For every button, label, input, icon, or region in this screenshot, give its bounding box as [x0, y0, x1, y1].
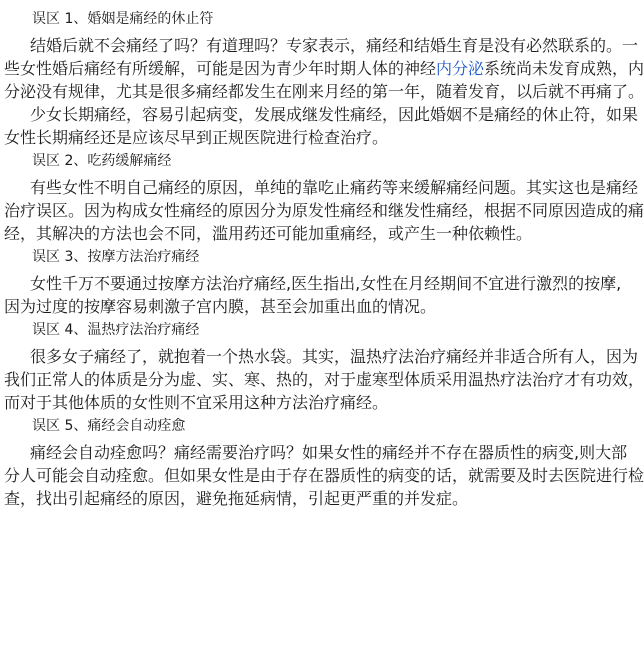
section-heading: 误区 5、痛经会自动痊愈 — [32, 418, 186, 434]
paragraph — [4, 175, 644, 244]
text-line: 分人可能会自动痊愈。但如果女性是由于存在器质性的病变的话，就需要及时去医院进行检 — [4, 466, 644, 485]
text-line — [4, 56, 644, 79]
link-endocrine[interactable]: 内分泌 — [436, 59, 485, 78]
text-segment: 系统尚未发育成熟，内 — [484, 59, 644, 78]
section-1 — [4, 6, 644, 148]
text-line: 有些女性不明自己痛经的原因，单纯的靠吃止痛药等来缓解痛经问题。其实这也是痛经 — [30, 178, 639, 197]
paragraph — [4, 271, 622, 317]
text-line: 我们正常人的体质是分为虚、实、寒、热的，对于虚寒型体质采用温热疗法治疗才有功效， — [4, 370, 644, 389]
text-line: 而对于其他体质的女性则不宜采用这种方法治疗痛经。 — [4, 393, 389, 412]
text-line: 少女长期痛经，容易引起病变，发展成继发性痛经，因此婚姻不是痛经的休止符，如果 — [30, 105, 639, 124]
text-line: 很多女子痛经了，就抱着一个热水袋。其实，温热疗法治疗痛经并非适合所有人，因为 — [30, 347, 639, 366]
section-heading: 误区 1、婚姻是痛经的休止符 — [32, 11, 214, 27]
section-4 — [4, 317, 644, 413]
text-line: 经，其解决的方法也会不同，滥用药还可能加重痛经，或产生一种依赖性。 — [4, 224, 533, 243]
section-5 — [4, 413, 644, 509]
text-line: 女性长期痛经还是应该尽早到正规医院进行检查治疗。 — [4, 128, 389, 147]
paragraph — [4, 33, 644, 102]
text-line: 痛经会自动痊愈吗？痛经需要治疗吗？如果女性的痛经并不存在器质性的病变,则大部 — [30, 443, 628, 462]
text-line: 女性千万不要通过按摩方法治疗痛经,医生指出,女性在月经期间不宜进行激烈的按摩, — [30, 274, 622, 293]
text-line: 结婚后就不会痛经了吗？有道理吗？专家表示，痛经和结婚生育是没有必然联系的。一 — [30, 36, 639, 55]
section-heading: 误区 3、按摩方法治疗痛经 — [32, 249, 200, 265]
text-line: 查，找出引起痛经的原因，避免拖延病情，引起更严重的并发症。 — [4, 489, 469, 508]
paragraph — [4, 102, 639, 148]
section-heading: 误区 4、温热疗法治疗痛经 — [32, 322, 200, 338]
section-2 — [4, 148, 644, 244]
section-3 — [4, 244, 622, 317]
paragraph — [4, 344, 644, 413]
text-line: 分泌没有规律，尤其是很多痛经都发生在刚来月经的第一年，随着发育，以后就不再痛了。 — [4, 82, 644, 101]
section-heading: 误区 2、吃药缓解痛经 — [32, 153, 172, 169]
text-segment: 些女性婚后痛经有所缓解，可能是因为青少年时期人体的神经 — [4, 59, 437, 78]
text-line: 治疗误区。因为构成女性痛经的原因分为原发性痛经和继发性痛经，根据不同原因造成的痛 — [4, 201, 644, 220]
text-line: 因为过度的按摩容易刺激子宫内膜，甚至会加重出血的情况。 — [4, 297, 437, 316]
paragraph — [4, 440, 644, 509]
